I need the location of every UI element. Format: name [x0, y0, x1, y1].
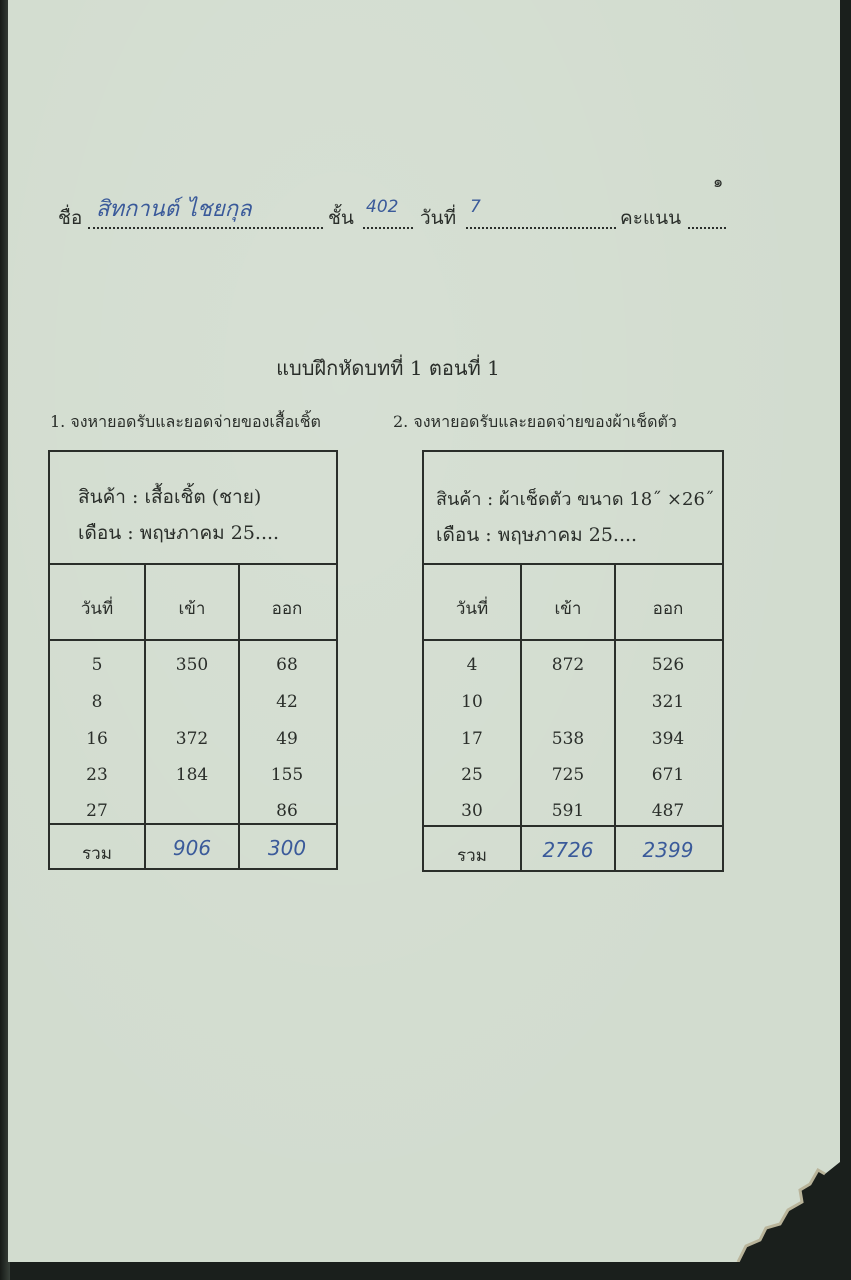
- table-header-area: [424, 452, 722, 565]
- total-row-divider: [424, 825, 722, 827]
- column-header-in: เข้า: [554, 599, 582, 619]
- table-header-area: [50, 452, 336, 565]
- total-in-value: 906: [172, 836, 212, 860]
- score-dots: [688, 227, 726, 229]
- name-value: สิทกานต์ ไชยกุล: [96, 197, 252, 222]
- instruction-2: 2. จงหายอดรับและยอดจ่ายของผ้าเช็ดตัว: [393, 412, 677, 431]
- column-header-date: วันที่: [80, 599, 114, 619]
- class-dots: [363, 227, 413, 229]
- cell-out: 526: [651, 655, 685, 675]
- cell-date: 4: [466, 655, 478, 675]
- cell-date: 5: [91, 655, 103, 675]
- cell-date: 25: [461, 765, 483, 785]
- score-label: คะแนน: [620, 207, 682, 229]
- instruction-1: 1. จงหายอดรับและยอดจ่ายของเสื้อเชิ้ต: [50, 412, 321, 431]
- header-row-divider: [424, 639, 722, 641]
- total-label: รวม: [82, 844, 112, 864]
- total-out-value: 2399: [642, 838, 694, 862]
- page-number: ๑: [713, 172, 724, 191]
- cell-out: 42: [276, 692, 298, 712]
- class-value: 402: [366, 197, 399, 217]
- cell-out: 321: [651, 692, 685, 712]
- torn-corner: [730, 1162, 840, 1262]
- cell-date: 10: [461, 692, 483, 712]
- cell-out: 86: [276, 801, 298, 821]
- name-dots: [88, 227, 323, 229]
- cell-out: 487: [651, 801, 685, 821]
- class-label: ชั้น: [328, 207, 354, 229]
- worksheet-page: [8, 0, 840, 1262]
- total-label: รวม: [457, 846, 487, 866]
- cell-date: 17: [461, 729, 483, 749]
- cell-in: 725: [551, 765, 585, 785]
- cell-in: 372: [175, 729, 209, 749]
- cell-in: 591: [551, 801, 585, 821]
- cell-out: 68: [276, 655, 298, 675]
- total-out-value: 300: [267, 836, 307, 860]
- ledger-table-towel: [422, 450, 724, 872]
- student-info-line: [58, 185, 748, 235]
- cell-in: 872: [551, 655, 585, 675]
- exercise-title: แบบฝึกหัดบทที่ 1 ตอนที่ 1: [276, 356, 500, 380]
- cell-date: 8: [91, 692, 103, 712]
- cell-date: 27: [86, 801, 108, 821]
- ledger-table-shirt: [48, 450, 338, 870]
- cell-date: 23: [86, 765, 108, 785]
- product-label: สินค้า : เสื้อเชิ้ต (ชาย): [78, 486, 262, 508]
- cell-in: 184: [175, 765, 209, 785]
- name-label: ชื่อ: [58, 207, 83, 229]
- column-header-date: วันที่: [455, 599, 489, 619]
- cell-date: 30: [461, 801, 483, 821]
- month-label: เดือน : พฤษภาคม 25....: [436, 524, 638, 546]
- month-label: เดือน : พฤษภาคม 25....: [78, 522, 280, 544]
- column-header-out: ออก: [271, 599, 303, 619]
- date-label: วันที่: [420, 207, 457, 229]
- product-label: สินค้า : ผ้าเช็ดตัว ขนาด 18˝ ×26˝: [436, 489, 714, 510]
- cell-out: 394: [651, 729, 685, 749]
- cell-in: 350: [175, 655, 209, 675]
- cell-date: 16: [86, 729, 108, 749]
- total-in-value: 2726: [542, 838, 594, 862]
- cell-out: 671: [651, 765, 685, 785]
- header-row-divider: [50, 639, 336, 641]
- date-dots: [466, 227, 616, 229]
- total-row-divider: [50, 823, 336, 825]
- date-value: 7: [470, 197, 481, 217]
- cell-out: 49: [276, 729, 298, 749]
- column-header-out: ออก: [652, 599, 684, 619]
- column-header-in: เข้า: [178, 599, 206, 619]
- cell-out: 155: [270, 765, 304, 785]
- cell-in: 538: [551, 729, 585, 749]
